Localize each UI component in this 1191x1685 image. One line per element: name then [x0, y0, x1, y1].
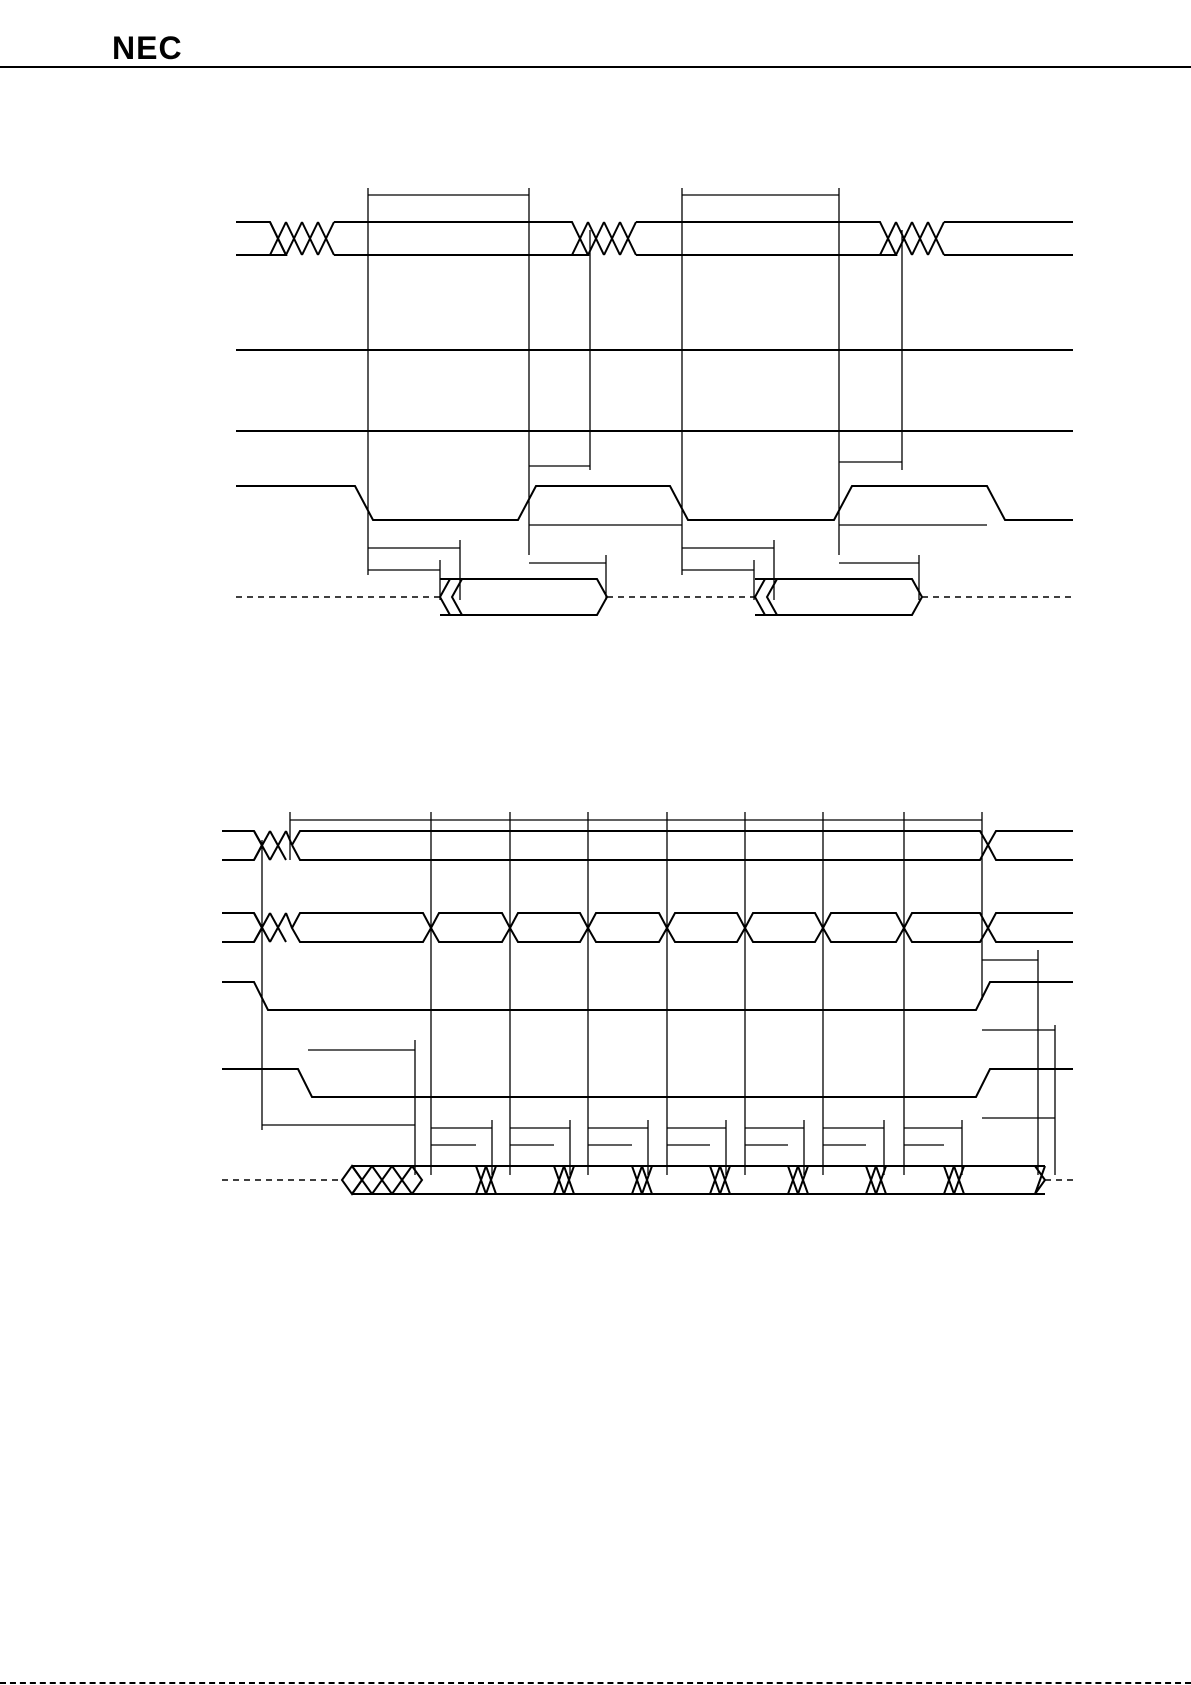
d2-address-high: [222, 831, 1073, 860]
d1-timing-lines: [368, 188, 919, 600]
nec-logo: NEC: [112, 30, 183, 66]
timing-diagram-1: [236, 188, 1073, 615]
d2-control-1: [222, 982, 1073, 1010]
timing-diagram-2: [222, 812, 1073, 1194]
d2-control-2: [222, 1069, 1073, 1097]
d1-data-bus: [236, 579, 1073, 615]
d2-address-low: [222, 913, 1073, 942]
footer-rule: [0, 1682, 1191, 1684]
d2-timing-lines: [262, 812, 1055, 1175]
d1-strobe: [236, 486, 1073, 520]
d1-address-bus: [236, 222, 1073, 255]
